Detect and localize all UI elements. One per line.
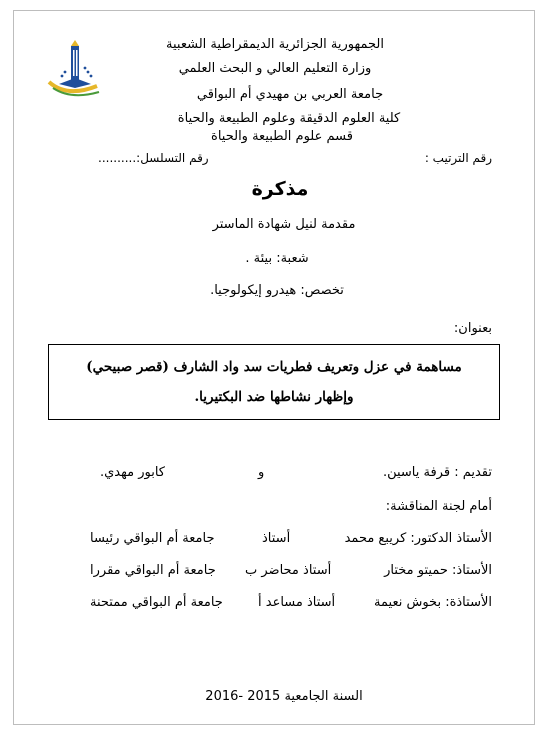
- thesis-type: مذكرة: [251, 178, 309, 200]
- thesis-title-box: [48, 344, 500, 420]
- order-number-label: رقم الترتيب :: [424, 151, 492, 165]
- presenter-second: كابور مهدي.: [100, 465, 165, 480]
- thesis-branch: شعبة: بيئة .: [245, 251, 309, 266]
- republic-name: الجمهورية الجزائرية الديمقراطية الشعبية: [166, 37, 384, 52]
- presenter-first: تقديم : قرفة ياسين.: [382, 465, 492, 480]
- committee-member-name: الأستاذة: بخوش نعيمة: [374, 595, 492, 610]
- presenter-conjunction: و: [258, 465, 265, 480]
- department-name: قسم علوم الطبيعة والحياة: [211, 129, 353, 144]
- thesis-title-line-1: مساهمة في عزل وتعريف فطريات سد واد الشارف (قصر صبيحي): [86, 359, 462, 375]
- committee-member-role: جامعة أم البواقي ممتحنة: [90, 595, 223, 610]
- committee-member-name: الأستاذ الدكتور: كريبع محمد: [344, 531, 492, 546]
- committee-member-rank: أستاذ: [262, 531, 291, 546]
- committee-member-role: جامعة أم البواقي رئيسا: [90, 531, 215, 546]
- committee-heading: أمام لجنة المناقشة:: [385, 499, 492, 514]
- committee-member-name: الأستاذ: حميتو مختار: [384, 563, 492, 578]
- faculty-name: كلية العلوم الدقيقة وعلوم الطبيعة والحياة: [177, 111, 401, 126]
- university-name: جامعة العربي بن مهيدي أم البواقي: [196, 87, 384, 102]
- committee-member-role: جامعة أم البواقي مقررا: [90, 563, 216, 578]
- committee-member-rank: أستاذ مساعد أ: [258, 595, 336, 610]
- committee-member-rank: أستاذ محاضر ب: [245, 563, 332, 578]
- thesis-title-line-2: وإظهار نشاطها ضد البكتيريا.: [194, 389, 354, 405]
- serial-number-label: رقم التسلسل:..........: [98, 151, 209, 165]
- thesis-purpose: مقدمة لنيل شهادة الماستر: [212, 217, 356, 232]
- academic-year: السنة الجامعية 2015 -2016: [205, 689, 363, 704]
- ministry-name: وزارة التعليم العالي و البحث العلمي: [178, 61, 372, 76]
- title-label: بعنوان:: [453, 321, 492, 336]
- thesis-specialty: تخصص: هيدرو إيكولوجيا.: [210, 283, 344, 298]
